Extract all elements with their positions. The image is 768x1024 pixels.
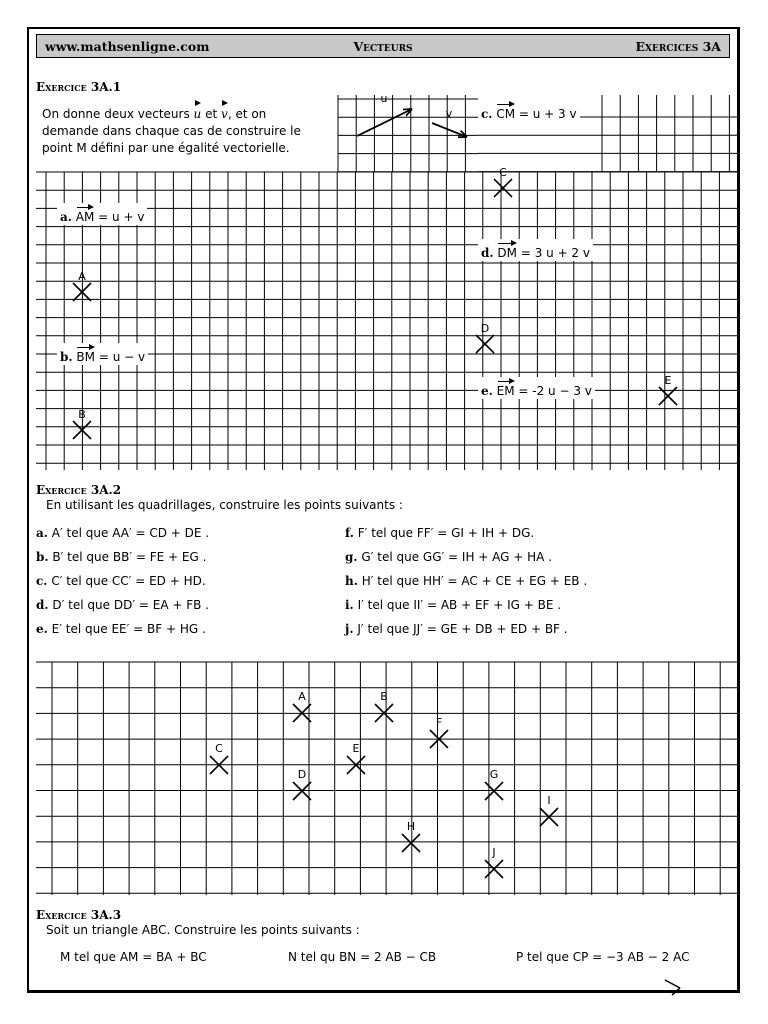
grid2-label-I: I [547,794,551,807]
point-C [494,179,512,197]
header-sheet: Exercices 3A [635,39,721,54]
grid2-point-I [540,808,558,826]
grid2-label-C: C [215,742,223,755]
point-E [659,387,677,405]
intro-vec-v: v [221,100,228,123]
ex3-point-m: M tel que AM = BA + BC [60,950,207,964]
intro-et: et [205,107,218,121]
exercise-1-intro [42,100,334,157]
point-label-E: E [664,374,672,387]
item-b: b. BM = u − v [57,343,148,365]
intro-line1b: , et on [227,107,267,121]
item-d: d. DM = 3 u + 2 v [478,239,593,261]
exercise-2-title: Exercice 3A.2 [36,483,122,497]
q-right-item-2: h. H′ tel que HH′ = AC + CE + EG + EB . [345,574,588,588]
intro-vec-u: u [194,100,202,123]
ex3-point-n: N tel qu BN = 2 AB − CB [288,950,437,964]
ex3-point-p: P tel que CP = −3 AB − 2 AC [516,950,690,964]
grid2-point-J [485,860,503,878]
intro-line3: point M défini par une égalité vectorielle. [42,141,290,155]
q-right-item-0: f. F′ tel que FF′ = GI + IH + DG. [345,526,535,540]
item-c: c. CM = u + 3 v [478,100,580,122]
grid2-label-A: A [298,690,306,703]
q-left-item-3: d. D′ tel que DD′ = EA + FB . [36,598,209,612]
item-a: a. AM = u + v [57,203,147,225]
exercise-3-intro: Soit un triangle ABC. Construire les points suivants : [46,923,360,937]
grid2-label-G: G [489,768,499,781]
site-url[interactable]: www.mathsenligne.com [45,39,210,54]
vector-u-label: u [380,92,388,105]
grid2-point-H [402,834,420,852]
grid2-label-F: F [435,716,443,729]
point-label-D: D [480,322,490,335]
q-left-item-2: c. C′ tel que CC′ = ED + HD. [36,574,206,588]
point-D [476,335,494,353]
q-left-item-1: b. B′ tel que BB′ = FE + EG . [36,550,207,564]
q-right-item-1: g. G′ tel que GG′ = IH + AG + HA . [345,550,553,564]
exercise-2-intro: En utilisant les quadrillages, construire les points suivants : [46,498,403,512]
intro-line1: On donne deux vecteurs [42,107,190,121]
grid2-label-B: B [380,690,388,703]
q-right-item-3: i. I′ tel que II′ = AB + EF + IG + BE . [345,598,562,612]
item-e: e. EM = -2 u − 3 v [478,377,595,399]
q-left-item-4: e. E′ tel que EE′ = BF + HG . [36,622,206,636]
grid2-label-E: E [352,742,360,755]
exercise-3-title: Exercice 3A.3 [36,908,122,922]
exercise-1-title: Exercice 3A.1 [36,80,122,94]
point-label-A: A [78,270,86,283]
point-label-C: C [499,166,507,179]
vector-v-label: v [445,107,453,120]
grid2-label-D: D [297,768,307,781]
q-right-item-4: j. J′ tel que JJ′ = GE + DB + ED + BF . [345,622,568,636]
q-left-item-0: a. A′ tel que AA′ = CD + DE . [36,526,210,540]
point-label-B: B [78,408,86,421]
grid2-label-H: H [406,820,416,833]
grid2-label-J: J [492,846,496,859]
header-topic: Vecteurs [353,39,413,54]
intro-line2: demande dans chaque cas de construire le [42,124,301,138]
